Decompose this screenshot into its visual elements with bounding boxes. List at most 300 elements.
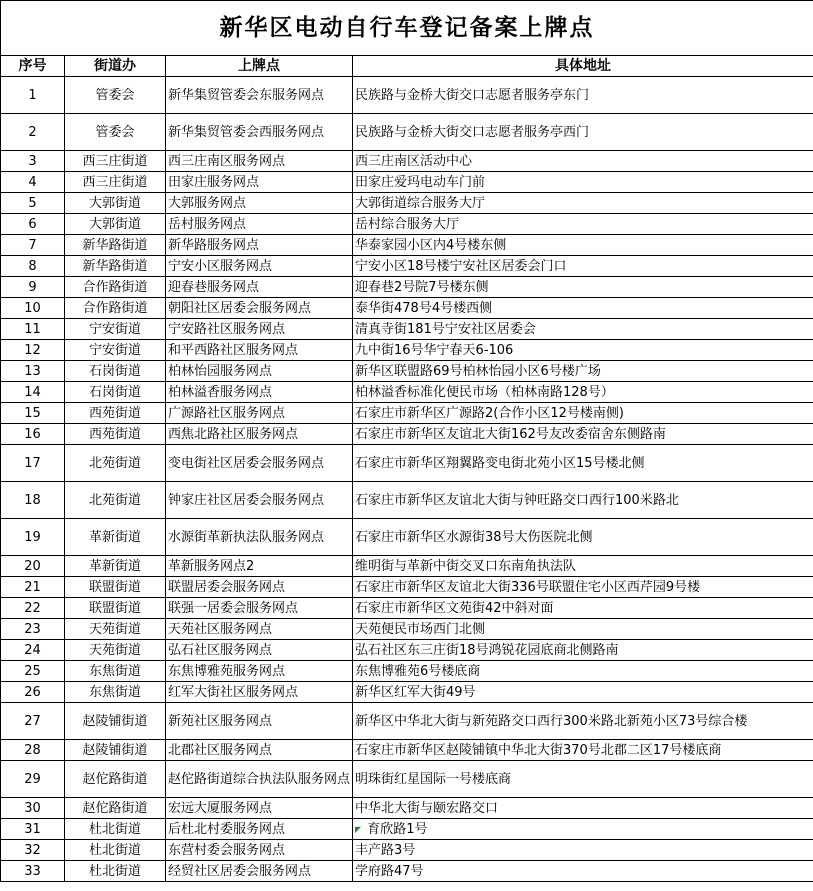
row-number [1, 361, 65, 382]
row-office [65, 682, 166, 703]
row-number-text: 33 [24, 863, 41, 879]
row-address-text: 石家庄市新华区翔翼路变电街北苑小区15号楼北侧 [355, 455, 645, 471]
row-point [166, 840, 353, 861]
row-office-text: 西苑街道 [88, 426, 141, 442]
row-point [166, 403, 353, 424]
row-office-text: 新华路街道 [82, 237, 148, 253]
row-office [65, 740, 166, 761]
row-number-text: 6 [28, 216, 37, 232]
row-address-text: 迎春巷2号院7号楼东侧 [355, 279, 489, 295]
row-number-text: 21 [24, 579, 41, 595]
row-number-text: 30 [24, 800, 41, 816]
row-point-text: 柏林怡园服务网点 [168, 363, 273, 379]
row-address-text: 石家庄市新华区友谊北大街336号联盟住宅小区西芹园9号楼 [355, 579, 701, 595]
table-row [1, 577, 813, 598]
row-number-text: 14 [24, 384, 41, 400]
row-address [353, 661, 813, 682]
row-address-text: 石家庄市新华区友谊北大街162号友改委宿舍东侧路南 [355, 426, 666, 442]
row-address-text: 民族路与金桥大街交口志愿者服务亭西门 [355, 124, 590, 140]
row-office-text: 新华路街道 [82, 258, 148, 274]
row-office-text: 杜北街道 [88, 863, 141, 879]
row-office [65, 403, 166, 424]
row-number-text: 17 [24, 455, 41, 471]
table-row [1, 619, 813, 640]
row-office-text: 大郭街道 [88, 216, 141, 232]
row-number [1, 761, 65, 798]
row-number [1, 482, 65, 519]
row-point [166, 340, 353, 361]
row-address-text: 民族路与金桥大街交口志愿者服务亭东门 [355, 87, 590, 103]
row-point [166, 277, 353, 298]
row-number-text: 23 [24, 621, 41, 637]
row-point [166, 861, 353, 882]
table-row [1, 861, 813, 882]
row-office [65, 256, 166, 277]
row-address [353, 424, 813, 445]
row-office [65, 840, 166, 861]
row-office-text: 赵陵铺街道 [82, 713, 148, 729]
row-point-text: 联盟居委会服务网点 [168, 579, 286, 595]
row-point-text: 联强一居委会服务网点 [168, 600, 299, 616]
row-point-text: 西三庄南区服务网点 [168, 153, 286, 169]
row-address [353, 482, 813, 519]
row-number-text: 11 [24, 321, 41, 337]
row-office [65, 340, 166, 361]
table-row [1, 556, 813, 577]
row-office-text: 联盟街道 [88, 579, 141, 595]
row-number [1, 151, 65, 172]
row-point [166, 172, 353, 193]
row-number [1, 640, 65, 661]
row-number [1, 214, 65, 235]
table-row [1, 235, 813, 256]
row-address-text: 东焦博雅苑6号楼底商 [355, 663, 481, 679]
row-number [1, 861, 65, 882]
row-number [1, 298, 65, 319]
table-row [1, 598, 813, 619]
table-row [1, 424, 813, 445]
row-number-text: 4 [28, 174, 37, 190]
row-number-text: 2 [28, 124, 37, 140]
row-number-text: 13 [24, 363, 41, 379]
row-address [353, 277, 813, 298]
table-row [1, 172, 813, 193]
row-address [353, 519, 813, 556]
table-row [1, 482, 813, 519]
row-point-text: 宁安小区服务网点 [168, 258, 273, 274]
row-point-text: 新苑社区服务网点 [168, 713, 273, 729]
row-point [166, 819, 353, 840]
row-address [353, 445, 813, 482]
table-row [1, 256, 813, 277]
row-point-text: 田家庄服务网点 [168, 174, 260, 190]
row-point-text: 天苑社区服务网点 [168, 621, 273, 637]
row-office-text: 西三庄街道 [82, 174, 148, 190]
row-point-text: 大郭服务网点 [168, 195, 247, 211]
row-point [166, 798, 353, 819]
row-number-text: 5 [28, 195, 37, 211]
row-address [353, 577, 813, 598]
row-point [166, 577, 353, 598]
row-address-text: 岳村综合服务大厅 [355, 216, 460, 232]
row-point-text: 新华集贸管委会西服务网点 [168, 124, 325, 140]
row-office-text: 赵佗路街道 [82, 771, 148, 787]
row-office-text: 北苑街道 [88, 455, 141, 471]
row-point [166, 598, 353, 619]
row-point [166, 424, 353, 445]
row-address-text: 田家庄爱玛电动车门前 [355, 174, 486, 190]
row-point [166, 235, 353, 256]
row-number [1, 840, 65, 861]
row-address [353, 151, 813, 172]
row-number-text: 27 [24, 713, 41, 729]
row-number [1, 235, 65, 256]
row-number-text: 25 [24, 663, 41, 679]
table-row [1, 193, 813, 214]
row-address-text: 学府路47号 [355, 863, 424, 879]
row-address-text: 维明街与革新中街交叉口东南角执法队 [355, 558, 577, 574]
row-number-text: 24 [24, 642, 41, 658]
row-address-text: 九中街16号华宁春天6-106 [355, 342, 514, 358]
row-point [166, 661, 353, 682]
row-address [353, 382, 813, 403]
row-number [1, 661, 65, 682]
row-point [166, 193, 353, 214]
table-title: 新华区电动自行车登记备案上牌点 [1, 1, 813, 56]
table-row [1, 77, 813, 114]
row-office-text: 杜北街道 [88, 842, 141, 858]
row-address [353, 77, 813, 114]
row-number-text: 32 [24, 842, 41, 858]
row-office [65, 482, 166, 519]
row-office [65, 619, 166, 640]
row-address-text: 石家庄市新华区友谊北大街与钟旺路交口西行100米路北 [355, 492, 679, 508]
row-number [1, 798, 65, 819]
row-point [166, 151, 353, 172]
table-row [1, 445, 813, 482]
row-number [1, 577, 65, 598]
row-address-text: 石家庄市新华区广源路2(合作小区12号楼南侧) [355, 405, 624, 421]
row-point [166, 682, 353, 703]
row-number-text: 20 [24, 558, 41, 574]
row-address [353, 556, 813, 577]
row-office [65, 519, 166, 556]
row-office [65, 598, 166, 619]
row-office-text: 赵佗路街道 [82, 800, 148, 816]
row-number-text: 15 [24, 405, 41, 421]
row-address [353, 256, 813, 277]
row-office [65, 172, 166, 193]
row-office-text: 大郭街道 [88, 195, 141, 211]
row-address-text: 石家庄市新华区赵陵铺镇中华北大街370号北郡二区17号楼底商 [355, 742, 722, 758]
row-point-text: 后杜北村委服务网点 [168, 821, 286, 837]
row-office-text: 北苑街道 [88, 492, 141, 508]
row-office-text: 西三庄街道 [82, 153, 148, 169]
row-point [166, 519, 353, 556]
row-point-text: 西焦北路社区服务网点 [168, 426, 299, 442]
row-office-text: 石岗街道 [88, 384, 141, 400]
table-row [1, 214, 813, 235]
row-office [65, 382, 166, 403]
row-address [353, 403, 813, 424]
row-address-text: 新华区中华北大街与新苑路交口西行300米路北新苑小区73号综合楼 [355, 713, 748, 729]
row-number [1, 172, 65, 193]
row-point [166, 619, 353, 640]
row-address-text: 石家庄市新华区水源街38号大伤医院北侧 [355, 529, 593, 545]
row-address-text: 育欣路1号 [363, 821, 428, 837]
row-number [1, 340, 65, 361]
row-address-text: 大郭街道综合服务大厅 [355, 195, 486, 211]
row-number-text: 22 [24, 600, 41, 616]
row-point [166, 114, 353, 151]
row-point [166, 740, 353, 761]
row-number [1, 277, 65, 298]
row-address [353, 172, 813, 193]
table-row [1, 298, 813, 319]
row-point [166, 319, 353, 340]
row-point [166, 703, 353, 740]
row-number-text: 29 [24, 771, 41, 787]
row-address [353, 740, 813, 761]
row-office-text: 合作路街道 [82, 300, 148, 316]
row-office-text: 东焦街道 [88, 684, 141, 700]
row-office [65, 819, 166, 840]
row-point-text: 赵佗路街道综合执法队服务网点 [168, 771, 351, 787]
row-number-text: 18 [24, 492, 41, 508]
header-point: 上牌点 [166, 56, 353, 77]
row-point [166, 445, 353, 482]
table-row [1, 840, 813, 861]
row-office [65, 861, 166, 882]
row-point-text: 岳村服务网点 [168, 216, 247, 232]
row-point-text: 宁安路社区服务网点 [168, 321, 286, 337]
header-address: 具体地址 [353, 56, 813, 77]
row-number-text: 12 [24, 342, 41, 358]
table-row [1, 403, 813, 424]
table-row [1, 703, 813, 740]
row-office [65, 298, 166, 319]
row-office-text: 天苑街道 [88, 621, 141, 637]
row-office [65, 361, 166, 382]
row-office [65, 661, 166, 682]
row-point [166, 298, 353, 319]
row-point [166, 482, 353, 519]
row-number-text: 28 [24, 742, 41, 758]
row-point-text: 广源路社区服务网点 [168, 405, 286, 421]
row-address-text: 弘石社区东三庄街18号鸿锐花园底商北侧路南 [355, 642, 619, 658]
row-office [65, 445, 166, 482]
row-point [166, 256, 353, 277]
row-point-text: 东营村委会服务网点 [168, 842, 286, 858]
table-row [1, 382, 813, 403]
row-office [65, 798, 166, 819]
row-office [65, 577, 166, 598]
row-address-text: 西三庄南区活动中心 [355, 153, 473, 169]
row-number-text: 31 [24, 821, 41, 837]
header-office: 街道办 [65, 56, 166, 77]
row-point-text: 朝阳社区居委会服务网点 [168, 300, 312, 316]
row-office [65, 235, 166, 256]
row-number [1, 319, 65, 340]
table-row [1, 798, 813, 819]
row-number-text: 16 [24, 426, 41, 442]
row-number [1, 77, 65, 114]
row-number [1, 819, 65, 840]
row-point [166, 77, 353, 114]
row-office-text: 管委会 [95, 87, 135, 103]
row-address [353, 840, 813, 861]
cell-comment-marker-icon: ◤ [355, 824, 362, 834]
row-address [353, 703, 813, 740]
row-office-text: 革新街道 [88, 558, 141, 574]
row-office [65, 640, 166, 661]
table-row [1, 761, 813, 798]
row-address-text: 中华北大街与颐宏路交口 [355, 800, 499, 816]
row-number [1, 703, 65, 740]
row-number-text: 26 [24, 684, 41, 700]
row-point [166, 640, 353, 661]
row-address-text: 泰华街478号4号楼西侧 [355, 300, 493, 316]
row-office-text: 管委会 [95, 124, 135, 140]
row-point [166, 382, 353, 403]
row-number [1, 382, 65, 403]
row-address [353, 298, 813, 319]
row-address [353, 361, 813, 382]
row-address-text: 石家庄市新华区文苑街42中斜对面 [355, 600, 554, 616]
row-point-text: 钟家庄社区居委会服务网点 [168, 492, 325, 508]
row-office [65, 77, 166, 114]
row-number [1, 682, 65, 703]
row-number [1, 424, 65, 445]
row-address [353, 235, 813, 256]
table-row [1, 661, 813, 682]
row-point-text: 革新服务网点2 [168, 558, 255, 574]
row-number-text: 1 [28, 87, 37, 103]
header-no: 序号 [1, 56, 65, 77]
row-address-text: 新华区联盟路69号柏林怡园小区6号楼广场 [355, 363, 601, 379]
row-office-text: 宁安街道 [88, 342, 141, 358]
row-point [166, 556, 353, 577]
row-address-text: 天苑便民市场西门北侧 [355, 621, 486, 637]
table-row [1, 340, 813, 361]
row-number [1, 193, 65, 214]
row-address [353, 640, 813, 661]
row-point [166, 361, 353, 382]
row-number [1, 114, 65, 151]
row-number [1, 619, 65, 640]
row-address [353, 214, 813, 235]
row-number [1, 556, 65, 577]
row-point-text: 新华集贸管委会东服务网点 [168, 87, 325, 103]
table-row [1, 277, 813, 298]
row-point-text: 和平西路社区服务网点 [168, 342, 299, 358]
row-office [65, 193, 166, 214]
row-office-text: 石岗街道 [88, 363, 141, 379]
header-row [1, 56, 813, 77]
row-address-text: 新华区红军大街49号 [355, 684, 476, 700]
row-office [65, 151, 166, 172]
row-point-text: 变电街社区居委会服务网点 [168, 455, 325, 471]
row-address-text: 华泰家园小区内4号楼东侧 [355, 237, 507, 253]
row-address [353, 819, 813, 840]
row-point-text: 迎春巷服务网点 [168, 279, 260, 295]
row-address [353, 861, 813, 882]
row-office [65, 277, 166, 298]
row-office [65, 761, 166, 798]
row-address [353, 193, 813, 214]
table-row [1, 361, 813, 382]
row-number [1, 403, 65, 424]
row-number-text: 9 [28, 279, 37, 295]
row-office [65, 114, 166, 151]
row-address-text: 清真寺街181号宁安社区居委会 [355, 321, 536, 337]
row-office-text: 宁安街道 [88, 321, 141, 337]
row-office [65, 703, 166, 740]
row-point-text: 北郡社区服务网点 [168, 742, 273, 758]
table-row [1, 319, 813, 340]
table-row [1, 819, 813, 840]
table-row [1, 151, 813, 172]
row-point-text: 柏林溢香服务网点 [168, 384, 273, 400]
row-point-text: 红军大街社区服务网点 [168, 684, 299, 700]
row-office [65, 556, 166, 577]
table-row [1, 519, 813, 556]
row-office [65, 319, 166, 340]
row-point-text: 弘石社区服务网点 [168, 642, 273, 658]
row-address-text: 丰产路3号 [355, 842, 416, 858]
row-point-text: 经贸社区居委会服务网点 [168, 863, 312, 879]
row-number-text: 19 [24, 529, 41, 545]
row-office [65, 214, 166, 235]
row-number [1, 256, 65, 277]
row-address [353, 340, 813, 361]
row-address-text: 宁安小区18号楼宁安社区居委会门口 [355, 258, 567, 274]
row-number-text: 10 [24, 300, 41, 316]
row-office-text: 天苑街道 [88, 642, 141, 658]
row-office-text: 西苑街道 [88, 405, 141, 421]
row-address [353, 114, 813, 151]
row-number [1, 740, 65, 761]
row-address [353, 761, 813, 798]
row-office-text: 联盟街道 [88, 600, 141, 616]
row-number-text: 7 [28, 237, 37, 253]
row-address [353, 798, 813, 819]
row-point-text: 东焦博雅苑服务网点 [168, 663, 286, 679]
row-number-text: 8 [28, 258, 37, 274]
row-address [353, 619, 813, 640]
row-office-text: 东焦街道 [88, 663, 141, 679]
row-point-text: 水源街革新执法队服务网点 [168, 529, 325, 545]
row-office-text: 革新街道 [88, 529, 141, 545]
row-number [1, 598, 65, 619]
row-point-text: 新华路服务网点 [168, 237, 260, 253]
row-address-text: 明珠街红星国际一号楼底商 [355, 771, 512, 787]
row-address-text: 柏林溢香标准化便民市场（柏林南路128号） [355, 384, 614, 400]
table-row [1, 682, 813, 703]
row-office-text: 杜北街道 [88, 821, 141, 837]
table-row [1, 114, 813, 151]
table-row [1, 640, 813, 661]
row-office [65, 424, 166, 445]
row-office-text: 赵陵铺街道 [82, 742, 148, 758]
row-address [353, 319, 813, 340]
row-point-text: 宏远大厦服务网点 [168, 800, 273, 816]
row-number-text: 3 [28, 153, 37, 169]
row-point [166, 761, 353, 798]
row-point [166, 214, 353, 235]
row-address [353, 682, 813, 703]
row-number [1, 445, 65, 482]
